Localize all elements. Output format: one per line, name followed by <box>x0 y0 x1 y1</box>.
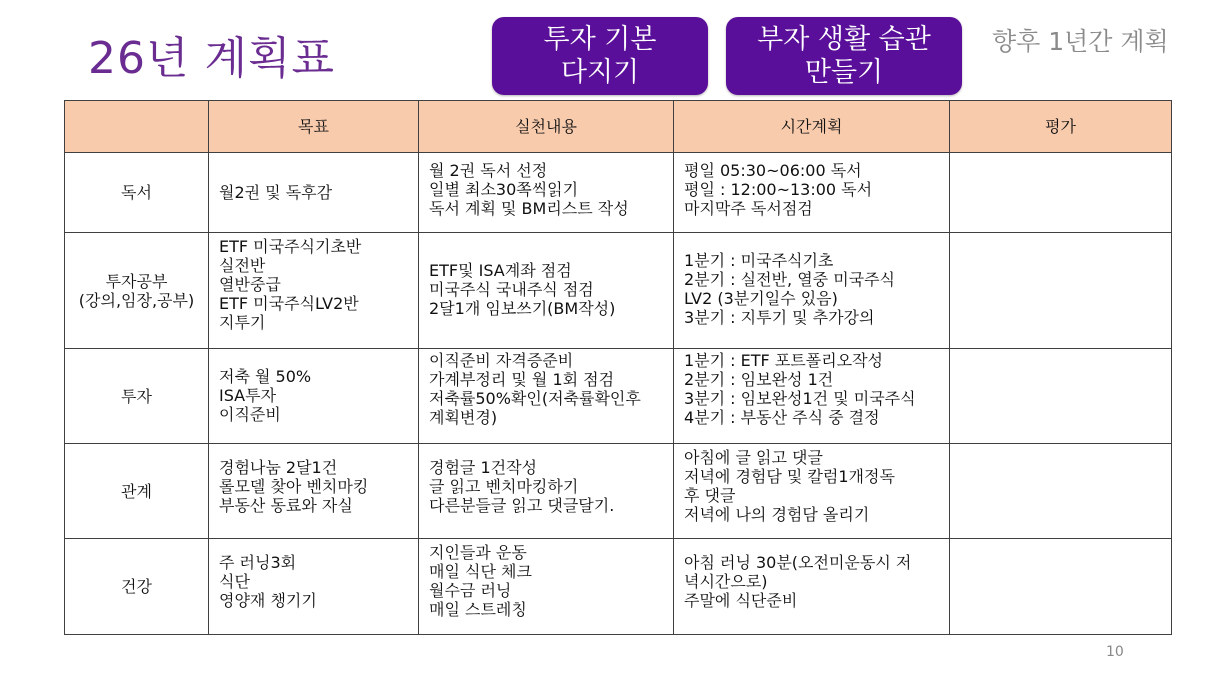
table-row <box>65 349 1172 444</box>
row-evaluation[interactable] <box>950 153 1172 233</box>
rich-habits-button[interactable] <box>726 17 962 95</box>
row-goal: 주 러닝3회 식단 영양재 챙기기 <box>209 539 419 635</box>
header-schedule: 시간계획 <box>674 101 950 153</box>
row-schedule: 아침에 글 읽고 댓글 저녁에 경험담 및 칼럼1개정독 후 댓글 저녁에 나의 경험담 올리기 <box>674 444 950 539</box>
row-action: 이직준비 자격증준비 가계부정리 및 월 1회 점검 저축률50%확인(저축률확인후 계획변경) <box>419 349 674 444</box>
row-action: 지인들과 운동 매일 식단 체크 월수금 러닝 매일 스트레칭 <box>419 539 674 635</box>
row-schedule: 평일 05:30~06:00 독서 평일 : 12:00~13:00 독서 마지막주 독서점검 <box>674 153 950 233</box>
row-evaluation[interactable] <box>950 444 1172 539</box>
table-row <box>65 153 1172 233</box>
page-subtitle: 향후 1년간 계획 <box>992 27 1169 56</box>
header-action: 실천내용 <box>419 101 674 153</box>
row-category: 투자 <box>65 349 209 444</box>
table-header-row <box>65 101 1172 153</box>
row-goal: 경험나눔 2달1건 롤모델 찾아 벤치마킹 부동산 동료와 자실 <box>209 444 419 539</box>
row-schedule: 1분기 : 미국주식기초 2분기 : 실전반, 열중 미국주식 LV2 (3분기일수 있음) 3분기 : 지투기 및 추가강의 <box>674 233 950 349</box>
row-category: 관계 <box>65 444 209 539</box>
row-evaluation[interactable] <box>950 233 1172 349</box>
row-action: 경험글 1건작성 글 읽고 벤치마킹하기 다른분들글 읽고 댓글달기. <box>419 444 674 539</box>
row-category: 투자공부 (강의,임장,공부) <box>65 233 209 349</box>
row-goal: ETF 미국주식기초반 실전반 열반중급 ETF 미국주식LV2반 지투기 <box>209 233 419 349</box>
row-goal: 저축 월 50% ISA투자 이직준비 <box>209 349 419 444</box>
invest-basics-label-line2: 다지기 <box>560 57 640 88</box>
table-row <box>65 539 1172 635</box>
invest-basics-label-line1: 투자 기본 <box>543 24 657 55</box>
rich-habits-label-line2: 만들기 <box>804 57 884 88</box>
header-goal: 목표 <box>209 101 419 153</box>
page-number: 10 <box>1106 644 1124 660</box>
table-row <box>65 233 1172 349</box>
row-schedule: 아침 러닝 30분(오전미운동시 저 녁시간으로) 주말에 식단준비 <box>674 539 950 635</box>
plan-table <box>64 100 1172 635</box>
invest-basics-button[interactable] <box>492 17 708 95</box>
row-action: 월 2권 독서 선정 일별 최소30쪽씩읽기 독서 계획 및 BM리스트 작성 <box>419 153 674 233</box>
row-schedule: 1분기 : ETF 포트폴리오작성 2분기 : 임보완성 1건 3분기 : 임보완성1건 및 미국주식 4분기 : 부동산 주식 중 결정 <box>674 349 950 444</box>
header-evaluation: 평가 <box>950 101 1172 153</box>
row-evaluation[interactable] <box>950 349 1172 444</box>
row-action: ETF및 ISA계좌 점검 미국주식 국내주식 점검 2달1개 임보쓰기(BM작성) <box>419 233 674 349</box>
header-category <box>65 101 209 153</box>
row-category: 독서 <box>65 153 209 233</box>
page-title: 26년 계획표 <box>88 33 335 84</box>
rich-habits-label-line1: 부자 생활 습관 <box>757 24 931 55</box>
row-evaluation[interactable] <box>950 539 1172 635</box>
row-category: 건강 <box>65 539 209 635</box>
table-row <box>65 444 1172 539</box>
row-goal: 월2권 및 독후감 <box>209 153 419 233</box>
